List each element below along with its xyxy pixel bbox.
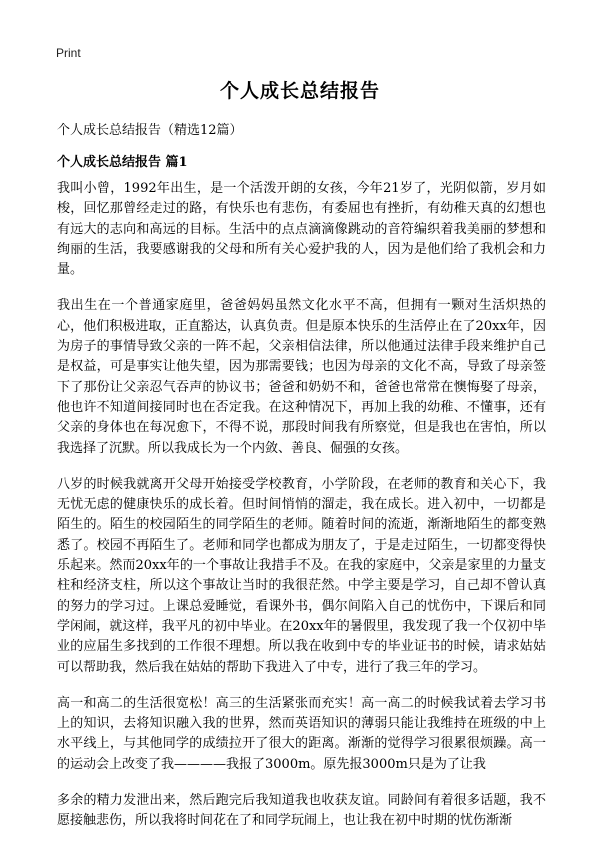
paragraph-4: 高一和高二的生活很宽松！高三的生活紧张而充实！高一高二的时候我试着去学习书上的知识，去将知识融入我的世界，然而英语知识的薄弱只能让我维持在班级的中上水平线上，与其他同学的成绩拉开了很大的距离。渐渐的觉得学习很累很烦躁。高一的运动会上改变了我————我报了3000m。原先报3000m只是为了让我 (57, 695, 546, 772)
paragraph-1: 我叫小曾，1992年出生，是一个活泼开朗的女孩，今年21岁了，光阴似箭，岁月如梭，回忆那曾经走过的路，有快乐也有悲伤，有委屈也有挫折，有幼稚天真的幻想也有远大的志向和高远的目标。生活中的点点滴滴像跳动的音符编织着我美丽的梦想和绚丽的生活，我要感谢我的父母和所有关心爱护我的人，因为是他们给了我机会和力量。 (57, 181, 546, 278)
paragraph-5: 多余的精力发泄出来，然后跑完后我知道我也收获友谊。同龄间有着很多话题，我不愿接触悲伤，所以我将时间花在了和同学玩闹上，也让我在初中时期的忧伤渐渐 (57, 793, 546, 829)
document-subtitle: 个人成长总结报告（精选12篇） (57, 123, 243, 138)
document-title: 个人成长总结报告 (219, 80, 380, 102)
print-label[interactable]: Print (56, 46, 81, 60)
paragraph-2: 我出生在一个普通家庭里，爸爸妈妈虽然文化水平不高，但拥有一颗对生活炽热的心，他们积极进取，正直豁达，认真负责。但是原本快乐的生活停止在了20xx年，因为房子的事情导致父亲的一阵不起，父亲相信法律，所以他通过法律手段来维护自己是权益，可是事实让他失望，因为那需要钱；也因为母亲的文化不高，导致了母亲签下了那份让父亲忍气吞声的协议书；爸爸和奶奶不和，爸爸也常常在懊悔娶了母亲，他也许不知道间接同时也在否定我。在这种情况下，再加上我的幼稚、不懂事，还有父亲的身体也在每况愈下，不得不说，那段时间我有所察觉，但是我也在害怕，所以我选择了沉默。所以我成长为一个内敛、善良、倔强的女孩。 (57, 298, 546, 456)
section-heading: 个人成长总结报告 篇1 (57, 155, 188, 170)
paragraph-3: 八岁的时候我就离开父母开始接受学校教育，小学阶段，在老师的教育和关心下，我无忧无虑的健康快乐的成长着。但时间悄悄的溜走，我在成长。进入初中，一切都是陌生的。陌生的校园陌生的同学陌生的老师。随着时间的流逝，渐渐地陌生的都变熟悉了。校园不再陌生了。老师和同学也都成为朋友了，于是走过陌生，一切都变得快乐起来。然而20xx年的一个事故让我措手不及。在我的家庭中，父亲是家里的力量支柱和经济支柱，所以这个事故让当时的我很茫然。中学主要是学习，自己却不曾认真的努力的学习过。上课总爱睡觉，看课外书，偶尔间陷入自己的忧伤中，下课后和同学闲闹，就这样，我平凡的初中毕业。在20xx年的暑假里，我发现了我一个仅初中毕业的应届生多找到的工作很不理想。所以我在收到中专的毕业证书的时候，请求姑姑可以帮助我，然后我在姑姑的帮助下我进入了中专，进行了我三年的学习。 (57, 476, 546, 675)
body-text (57, 179, 546, 848)
